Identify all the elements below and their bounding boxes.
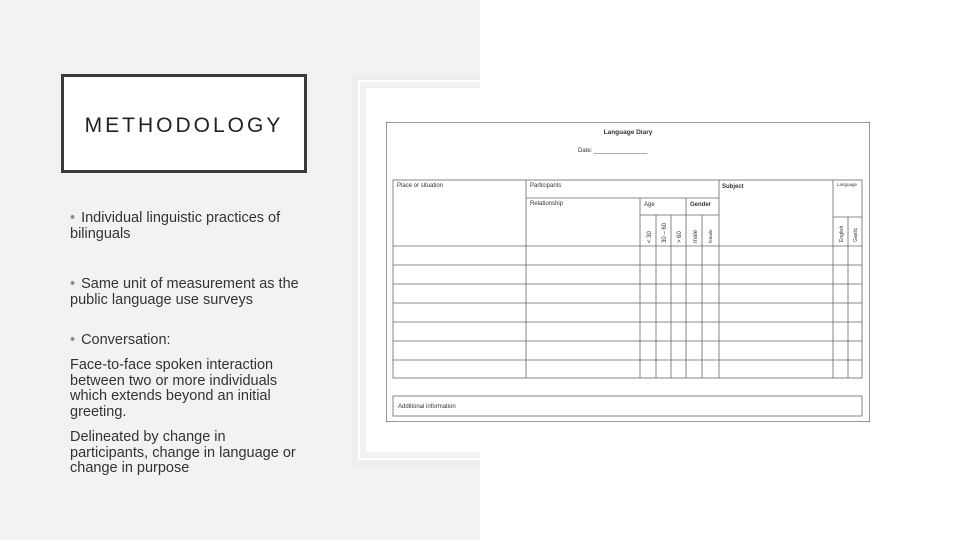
- bullet-marker: •: [70, 276, 76, 292]
- bullet-item: [70, 333, 302, 349]
- date-label: Date: ________________: [578, 148, 648, 154]
- age-option-over-60: > 60: [677, 231, 683, 243]
- age-header: Age: [644, 202, 655, 208]
- bullet-item: [70, 277, 302, 308]
- place-header: Place or situation: [397, 183, 444, 189]
- bullet-item: [70, 211, 302, 242]
- bullet-marker: •: [70, 332, 76, 348]
- language-header: Language: [837, 182, 858, 187]
- subject-header: Subject: [722, 184, 744, 190]
- relationship-header: Relationship: [530, 201, 564, 207]
- gender-header: Gender: [690, 202, 712, 208]
- age-option-under-30: < 30: [647, 231, 653, 243]
- definition-paragraph: Delineated by change in participants, change in language or change in purpose: [70, 429, 296, 476]
- bullet-text: Individual linguistic practices of bilinguals: [70, 210, 281, 242]
- bullet-text: Same unit of measurement as the public language use surveys: [70, 276, 299, 308]
- bullet-text: Conversation:: [81, 332, 171, 348]
- language-option-gaelic: Gaelic: [853, 227, 859, 242]
- title-box: [61, 74, 307, 173]
- slide-title: METHODOLOGY: [84, 114, 284, 137]
- bullet-marker: •: [70, 210, 76, 226]
- gender-option-male: male: [693, 229, 699, 243]
- language-option-english: English: [839, 225, 845, 242]
- definition-paragraph: Face-to-face spoken interaction between two or more individuals which extends beyond an initial greeting.: [70, 357, 278, 420]
- language-diary-form: [386, 122, 870, 422]
- gender-option-female: female: [708, 229, 713, 243]
- participants-header: Participants: [530, 183, 562, 189]
- additional-info-label: Additional information: [398, 404, 456, 410]
- diary-title: Language Diary: [603, 129, 653, 136]
- form-border: [386, 122, 870, 422]
- age-option-30-60: 30 – 60: [662, 222, 668, 243]
